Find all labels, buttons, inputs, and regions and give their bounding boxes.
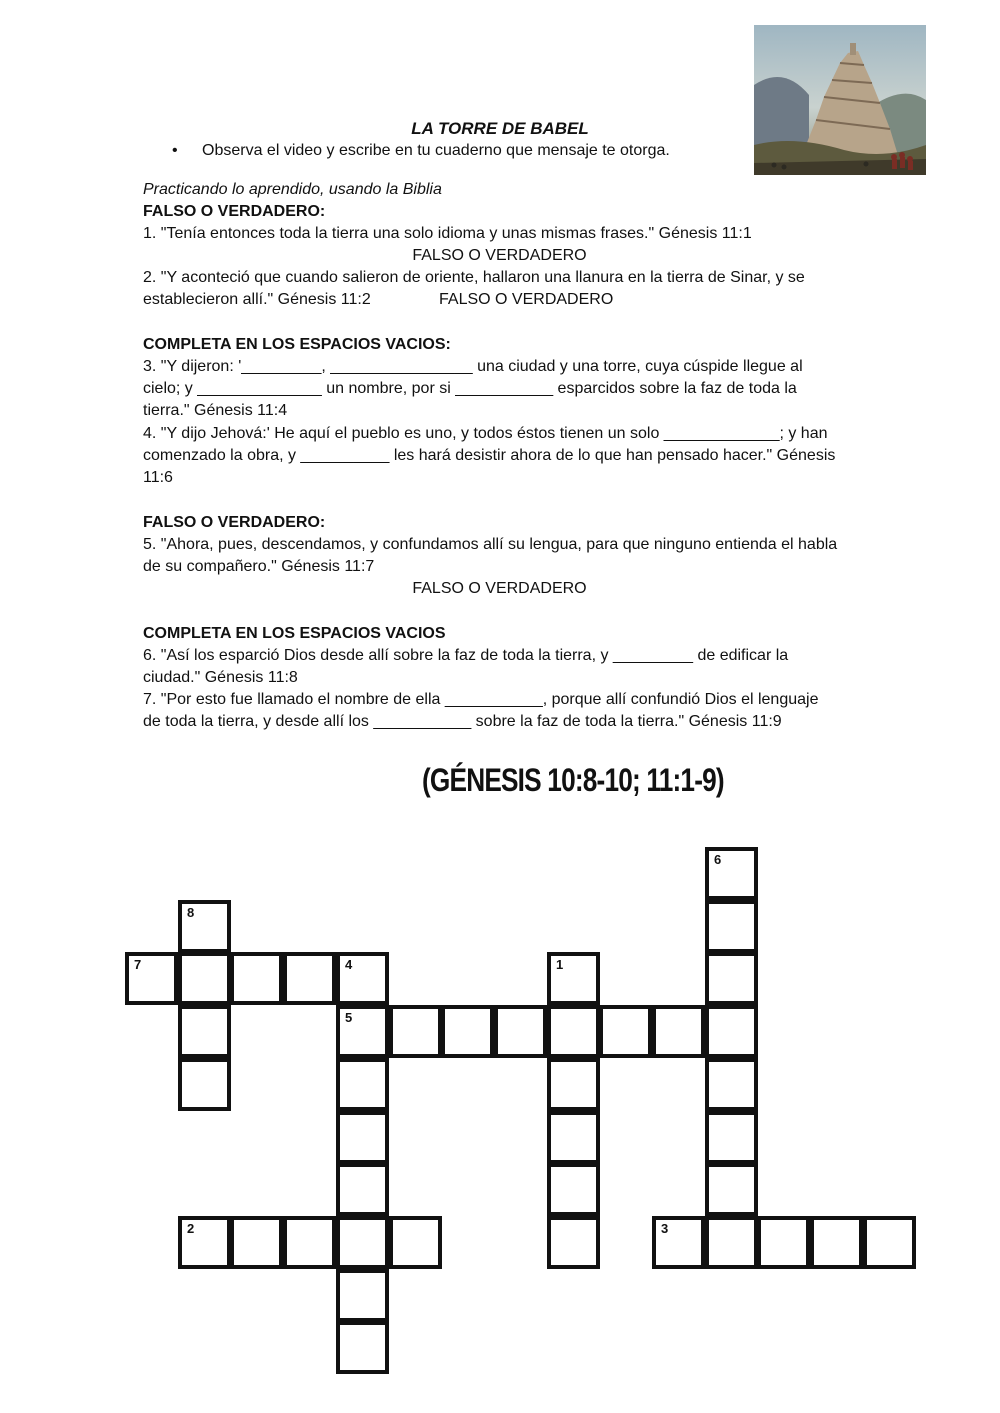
- crossword-cell-3[interactable]: [652, 1216, 705, 1269]
- question-1-answer: FALSO O VERDADERO: [412, 247, 587, 264]
- crossword-cell[interactable]: [705, 1058, 758, 1111]
- crossword-clue-number: 7: [134, 957, 142, 972]
- crossword-cell[interactable]: [441, 1005, 494, 1058]
- crossword-cell[interactable]: [494, 1005, 547, 1058]
- question-2-answer: FALSO O VERDADERO: [439, 291, 614, 308]
- crossword-cell[interactable]: [389, 1005, 442, 1058]
- crossword-cell-1[interactable]: [547, 952, 600, 1005]
- crossword-clue-number: 6: [714, 852, 722, 867]
- crossword-cell-5[interactable]: [336, 1005, 389, 1058]
- question-4-line-3: 11:6: [143, 469, 173, 486]
- crossword-clue-number: 1: [556, 957, 564, 972]
- heading-complete-1: COMPLETA EN LOS ESPACIOS VACIOS:: [143, 336, 451, 353]
- crossword-cell[interactable]: [705, 1163, 758, 1216]
- crossword-cell[interactable]: [283, 1216, 336, 1269]
- crossword-cell[interactable]: [863, 1216, 916, 1269]
- question-6-line-1: 6. "Así los esparció Dios desde allí sobre la faz de toda la tierra, y _________ de edificar la: [143, 647, 789, 664]
- crossword-cell[interactable]: [547, 1005, 600, 1058]
- crossword-cell[interactable]: [599, 1005, 652, 1058]
- question-5-answer: FALSO O VERDADERO: [412, 580, 587, 597]
- heading-true-false-1: FALSO O VERDADERO:: [143, 203, 326, 220]
- question-1: 1. "Tenía entonces toda la tierra una solo idioma y unas mismas frases." Génesis 11:1: [143, 225, 752, 242]
- crossword-cell[interactable]: [810, 1216, 863, 1269]
- crossword-cell[interactable]: [705, 1005, 758, 1058]
- crossword-cell[interactable]: [178, 1058, 231, 1111]
- crossword-cell[interactable]: [336, 1163, 389, 1216]
- crossword-cell[interactable]: [336, 1321, 389, 1374]
- question-4-line-2: comenzado la obra, y __________ les hará desistir ahora de lo que han pensado hacer." Génesis: [143, 447, 836, 464]
- crossword-cell[interactable]: [547, 1111, 600, 1164]
- crossword-cell[interactable]: [178, 952, 231, 1005]
- crossword-cell-8[interactable]: [178, 900, 231, 953]
- crossword-cell[interactable]: [230, 952, 283, 1005]
- crossword-cell[interactable]: [336, 1216, 389, 1269]
- instruction-bullet: [172, 142, 670, 160]
- crossword-cell[interactable]: [547, 1163, 600, 1216]
- crossword-cell[interactable]: [336, 1058, 389, 1111]
- question-2-line-2: establecieron allí." Génesis 11:2: [143, 291, 371, 308]
- page-title: LA TORRE DE BABEL: [411, 119, 589, 138]
- crossword-cell[interactable]: [547, 1216, 600, 1269]
- crossword-cell[interactable]: [705, 1111, 758, 1164]
- crossword-cell[interactable]: [652, 1005, 705, 1058]
- question-3-line-3: tierra." Génesis 11:4: [143, 402, 288, 419]
- heading-complete-2: COMPLETA EN LOS ESPACIOS VACIOS: [143, 625, 446, 642]
- instruction-text: Observa el video y escribe en tu cuaderno que mensaje te otorga.: [202, 142, 670, 159]
- crossword-cell[interactable]: [757, 1216, 810, 1269]
- crossword-cell[interactable]: [283, 952, 336, 1005]
- crossword-cell-2[interactable]: [178, 1216, 231, 1269]
- crossword-cell[interactable]: [705, 900, 758, 953]
- tower-of-babel-painting: [754, 25, 926, 175]
- crossword-cell[interactable]: [336, 1111, 389, 1164]
- crossword-cell[interactable]: [705, 1216, 758, 1269]
- heading-true-false-2: FALSO O VERDADERO:: [143, 514, 326, 531]
- crossword-cell[interactable]: [230, 1216, 283, 1269]
- crossword-cell-6[interactable]: [705, 847, 758, 900]
- question-7-line-2: de toda la tierra, y desde allí los ___________ sobre la faz de toda la tierra." Génesis 11:9: [143, 713, 782, 730]
- crossword-cell[interactable]: [336, 1269, 389, 1322]
- crossword-cell[interactable]: [178, 1005, 231, 1058]
- question-6-line-2: ciudad." Génesis 11:8: [143, 669, 298, 686]
- crossword-clue-number: 4: [345, 957, 353, 972]
- crossword-clue-number: 2: [187, 1221, 195, 1236]
- crossword-clue-number: 5: [345, 1010, 353, 1025]
- crossword-clue-number: 8: [187, 905, 195, 920]
- crossword-clue-number: 3: [661, 1221, 669, 1236]
- bullet-dot-icon: •: [172, 142, 178, 159]
- crossword-cell[interactable]: [547, 1058, 600, 1111]
- question-2-line-1: 2. "Y aconteció que cuando salieron de oriente, hallaron una llanura en la tierra de Sinar, y se: [143, 269, 805, 286]
- question-4-line-1: 4. "Y dijo Jehová:' He aquí el pueblo es uno, y todos éstos tienen un solo _____________; y han: [143, 425, 828, 442]
- question-3-line-2: cielo; y ______________ un nombre, por si ___________ esparcidos sobre la faz de toda la: [143, 380, 797, 397]
- question-5-line-1: 5. "Ahora, pues, descendamos, y confundamos allí su lengua, para que ninguno entienda el habla: [143, 536, 838, 553]
- crossword-cell[interactable]: [389, 1216, 442, 1269]
- question-3-line-1: 3. "Y dijeron: '_________, ________________ una ciudad y una torre, cuya cúspide llegue al: [143, 358, 803, 375]
- question-5-line-2: de su compañero." Génesis 11:7: [143, 558, 375, 575]
- crossword-cell-4[interactable]: [336, 952, 389, 1005]
- question-7-line-1: 7. "Por esto fue llamado el nombre de ella ___________, porque allí confundió Dios el lenguaje: [143, 691, 819, 708]
- crossword-title: (GÉNESIS 10:8-10; 11:1-9): [422, 762, 724, 798]
- crossword-cell-7[interactable]: [125, 952, 178, 1005]
- section-intro: Practicando lo aprendido, usando la Biblia: [143, 181, 442, 198]
- crossword-cell[interactable]: [705, 952, 758, 1005]
